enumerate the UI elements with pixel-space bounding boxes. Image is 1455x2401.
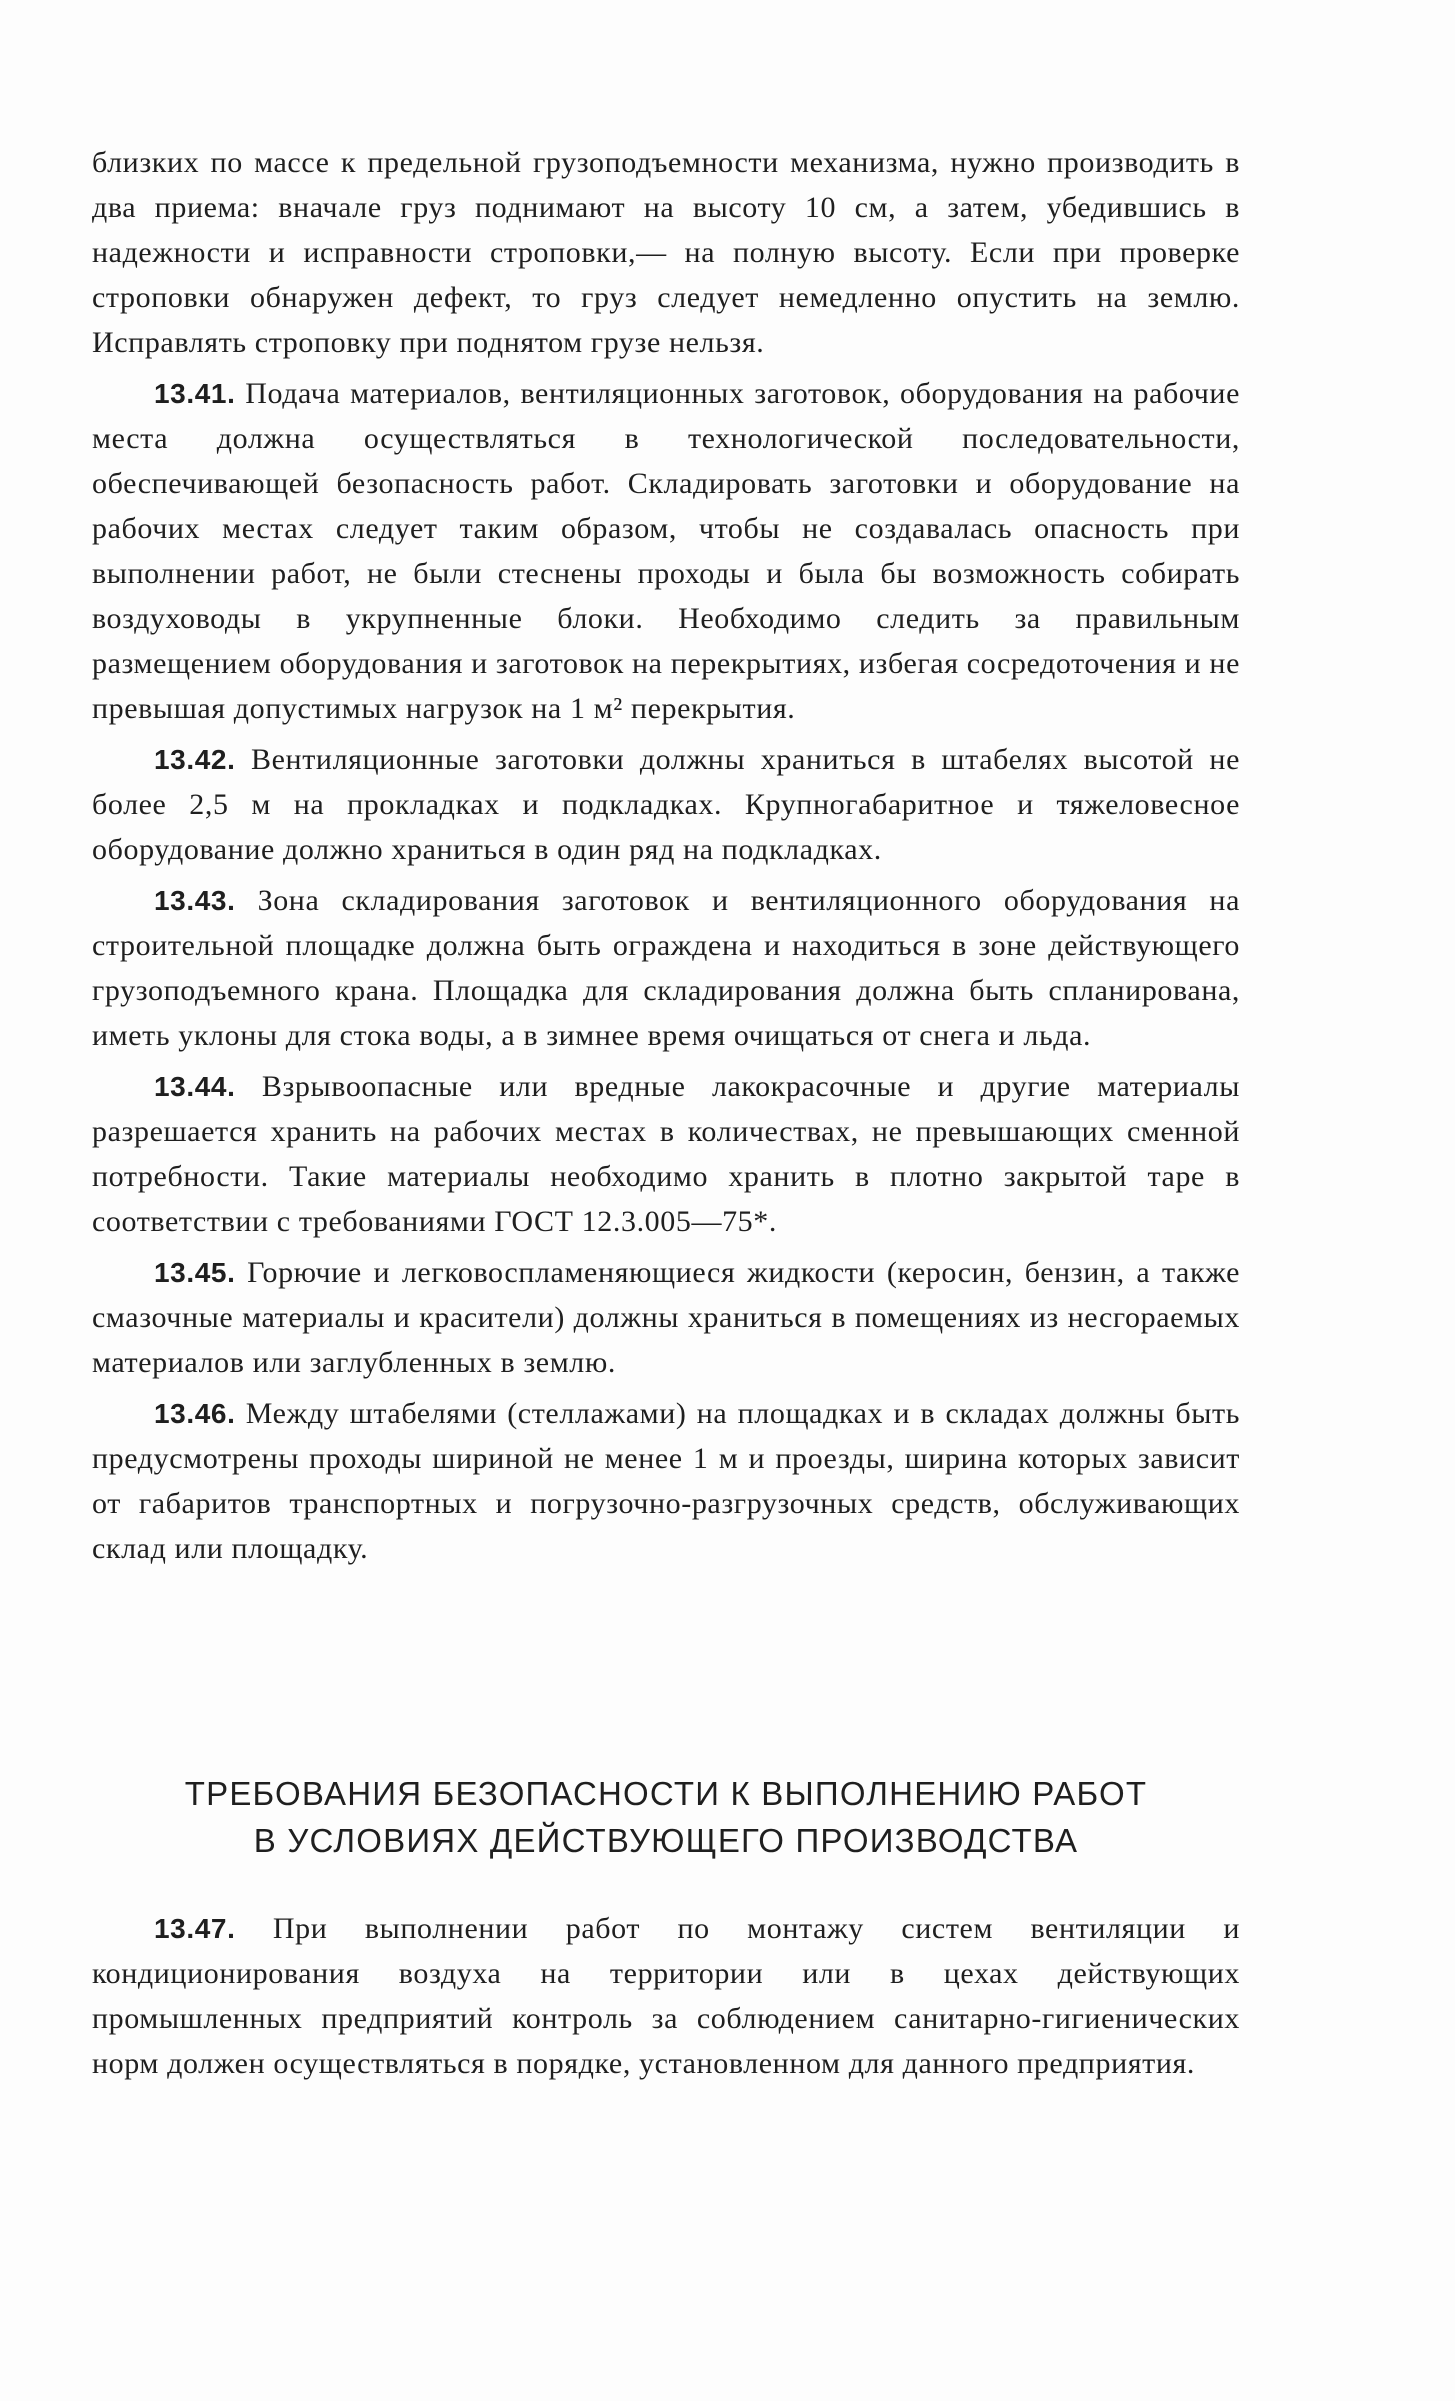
paragraph-13-46 [92,1391,1240,1571]
paragraph-13-41 [92,371,1240,731]
paragraph-text: Подача материалов, вентиляционных заготовок, оборудования на рабочие места должна осуществляться в технологической последовательности, обеспечивающей безопасность работ. Складировать заготовки и оборудование на рабочих местах следует таким образом, чтобы не создавалась опасность при выполнении работ, не были стеснены проходы и была бы возможность собирать воздуховоды в укрупненные блоки. Необходимо следить за правильным размещением оборудования и заготовок на перекрытиях, избегая сосредоточения и не превышая допустимых нагрузок на 1 м² перекрытия. [92,377,1240,725]
paragraph-number: 13.46. [154,1398,236,1429]
paragraph-13-43 [92,878,1240,1058]
paragraph-13-44 [92,1064,1240,1244]
paragraph-number: 13.44. [154,1071,236,1102]
intro-paragraph: близких по массе к предельной грузоподъемности механизма, нужно производить в два приема: вначале груз поднимают на высоту 10 см, а затем, убедившись в надежности и исправности строповки,— на полную высоту. Если при проверке строповки обнаружен дефект, то груз следует немедленно опустить на землю. Исправлять строповку при поднятом грузе нельзя. [92,146,1240,359]
section-heading [92,1770,1240,1864]
section-heading-line-2: В УСЛОВИЯХ ДЕЙСТВУЮЩЕГО ПРОИЗВОДСТВА [253,1822,1079,1859]
paragraph-number: 13.45. [154,1257,236,1288]
main-text-section [92,140,1240,1571]
paragraph-text: Горючие и легковоспламеняющиеся жидкости (керосин, бензин, а также смазочные материалы и красители) должны храниться в помещениях из несгораемых материалов или заглубленных в землю. [92,1256,1240,1379]
final-text-section [92,1900,1240,2086]
paragraph-number: 13.42. [154,744,236,775]
paragraph-number: 13.41. [154,378,236,409]
paragraph-text: При выполнении работ по монтажу систем вентиляции и кондиционирования воздуха на территории или в цехах действующих промышленных предприятий контроль за соблюдением санитарно-гигиенических норм должен осуществляться в порядке, установленном для данного предприятия. [92,1912,1240,2080]
paragraph-number: 13.47. [154,1913,236,1944]
paragraph-text: Между штабелями (стеллажами) на площадках и в складах должны быть предусмотрены проходы шириной не менее 1 м и проезды, ширина которых зависит от габаритов транспортных и погрузочно-разгрузочных средств, обслуживающих склад или площадку. [92,1397,1240,1565]
section-heading-line-1: ТРЕБОВАНИЯ БЕЗОПАСНОСТИ К ВЫПОЛНЕНИЮ РАБОТ [184,1775,1148,1812]
paragraph-text: Взрывоопасные или вредные лакокрасочные и другие материалы разрешается хранить на рабочих местах в количествах, не превышающих сменной потребности. Такие материалы необходимо хранить в плотно закрытой таре в соответствии с требованиями ГОСТ 12.3.005—75*. [92,1070,1240,1238]
paragraph-13-45 [92,1250,1240,1385]
paragraph-text: Зона складирования заготовок и вентиляционного оборудования на строительной площадке должна быть ограждена и находиться в зоне действующего грузоподъемного крана. Площадка для складирования должна быть спланирована, иметь уклоны для стока воды, а в зимнее время очищаться от снега и льда. [92,884,1240,1052]
paragraph-text: Вентиляционные заготовки должны храниться в штабелях высотой не более 2,5 м на прокладках и подкладках. Крупногабаритное и тяжеловесное оборудование должно храниться в один ряд на подкладках. [92,743,1240,866]
paragraph-13-47 [92,1906,1240,2086]
paragraph-13-42 [92,737,1240,872]
paragraph-number: 13.43. [154,885,236,916]
